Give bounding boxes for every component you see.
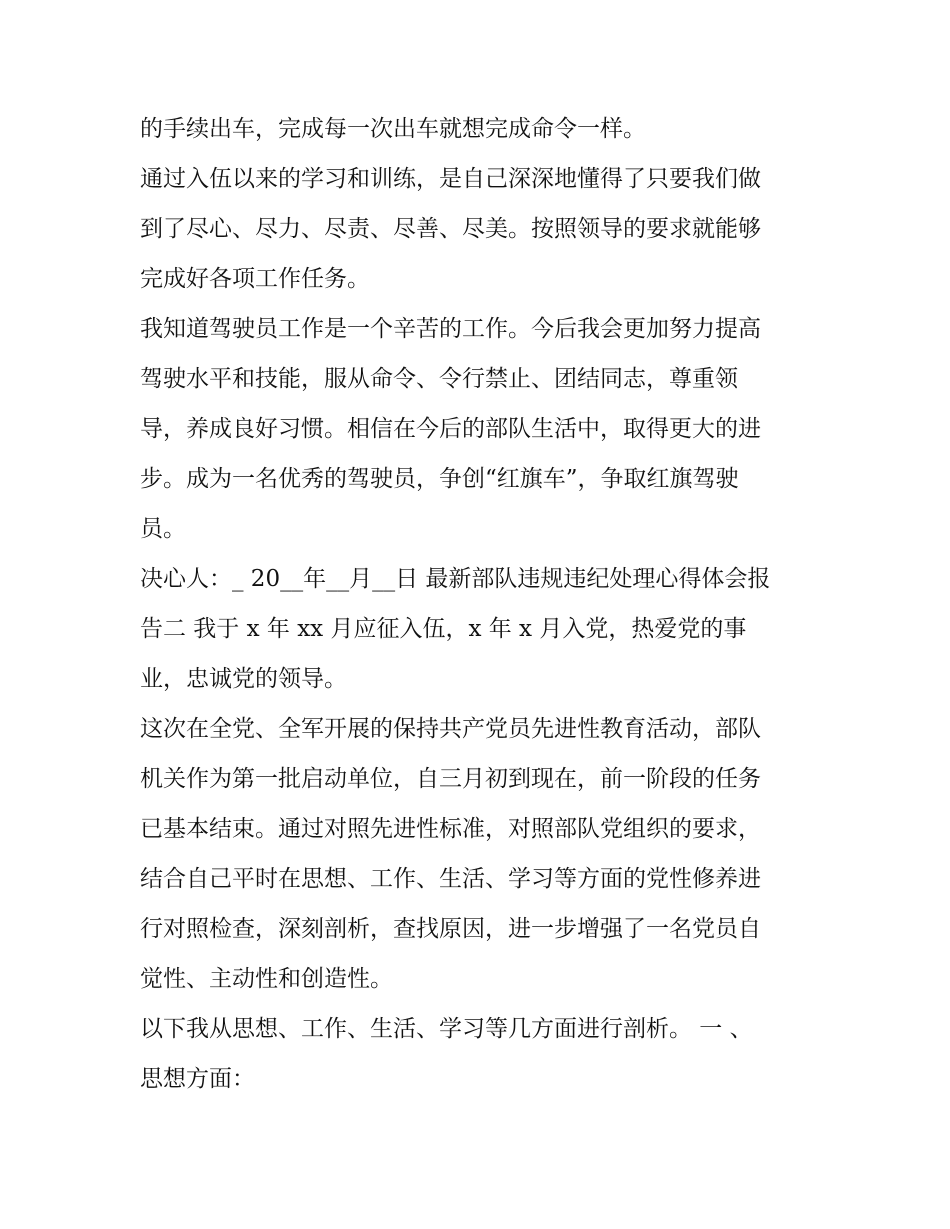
- text-line: 觉性、主动性和创造性。: [140, 966, 393, 992]
- text-line: 的手续出车，完成每一次出车就想完成命令一样。: [140, 116, 646, 142]
- text-line: 行对照检查，深刻剖析，查找原因，进一步增强了一名党员自: [140, 916, 761, 942]
- text-line: 以下我从思想、工作、生活、学习等几方面进行剖析。 一 、: [140, 1016, 753, 1042]
- text-line: 这次在全党、全军开展的保持共产党员先进性教育活动，部队: [140, 716, 761, 742]
- text-line: 机关作为第一批启动单位，自三月初到现在，前一阶段的任务: [140, 766, 761, 792]
- text-line: 业，忠诚党的领导。: [140, 666, 347, 692]
- text-line: 导，养成良好习惯。相信在今后的部队生活中，取得更大的进: [140, 416, 761, 442]
- text-line: 决心人：_ 20__年__月__日 最新部队违规违纪处理心得体会报: [140, 566, 771, 592]
- text-line: 通过入伍以来的学习和训练，是自己深深地懂得了只要我们做: [140, 166, 761, 192]
- text-line: 已基本结束。通过对照先进性标准，对照部队党组织的要求，: [140, 816, 761, 842]
- text-line: 驾驶水平和技能，服从命令、令行禁止、团结同志，尊重领: [140, 366, 738, 392]
- text-line: 完成好各项工作任务。: [140, 266, 370, 292]
- text-line: 告二 我于 x 年 xx 月应征入伍，x 年 x 月入党，热爱党的事: [140, 616, 747, 642]
- text-line: 到了尽心、尽力、尽责、尽善、尽美。按照领导的要求就能够: [140, 216, 761, 242]
- document-body: [140, 104, 830, 1104]
- text-line: 结合自己平时在思想、工作、生活、学习等方面的党性修养进: [140, 866, 761, 892]
- text-line: 员。: [140, 516, 186, 542]
- text-line: 我知道驾驶员工作是一个辛苦的工作。今后我会更加努力提高: [140, 316, 761, 342]
- text-line: 思想方面：: [140, 1066, 255, 1092]
- text-line: 步。成为一名优秀的驾驶员，争创“红旗车”，争取红旗驾驶: [140, 466, 739, 492]
